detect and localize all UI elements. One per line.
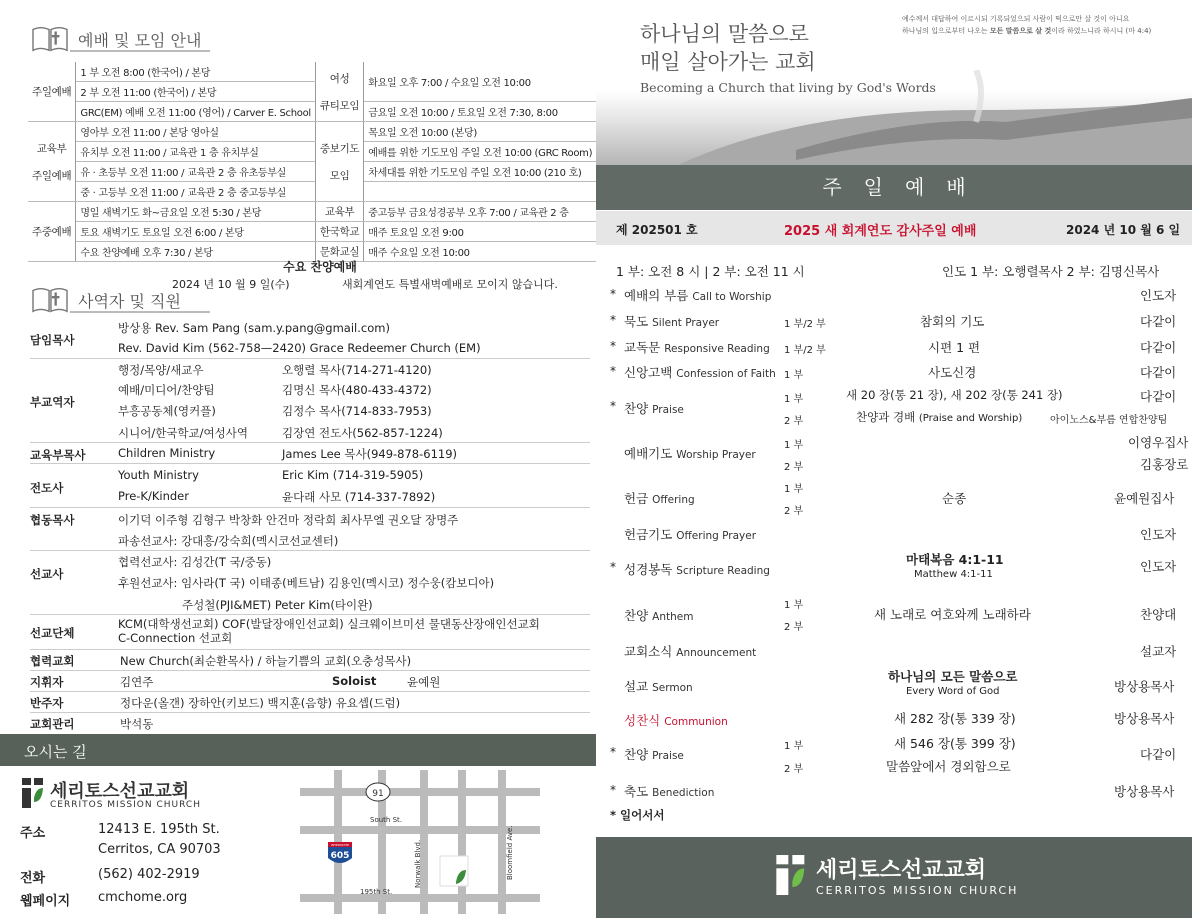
order-part: 2 부 [784,506,804,517]
staff-text: 김명신 목사(480-433-4372) [282,383,432,397]
order-item: 헌금 Offering [624,491,695,506]
order-item: 축도 Benediction [624,784,715,799]
addr-line: 12413 E. 195th St. [98,822,220,837]
standing-star: * [610,313,616,327]
order-who: 다같이 [1140,389,1177,404]
worship-banner [596,165,1192,210]
hero-verse-2: 하나님의 입으로부터 나오는 모든 말씀으로 살 것이라 하였느니라 하시니 (마 4:4) [902,27,1152,35]
order-mid: 하나님의 모든 말씀으로 [888,669,1018,684]
staff-text: 주성철(PJI&MET) Peter Kim(타이완) [182,598,373,612]
church-logo [22,778,44,812]
senior-label: 담임목사 [30,333,75,347]
service-leaders: 인도 1 부: 오행렬목사 2 부: 김명신목사 [942,264,1160,279]
order-who: 방상용목사 [1114,784,1175,799]
korschool-label: 한국학교 [315,222,363,242]
bloomfield-label: Bloomfield Ave. [506,825,514,880]
schedule-item: 중 · 고등부 오전 11:00 / 교육관 2 층 중고등부실 [76,182,316,202]
footer [596,837,1192,918]
order-part: 2 부 [784,462,804,473]
schedule-item: 영아부 오전 11:00 / 본당 영아실 [76,122,316,142]
interstate-label: INTERSTATE [331,843,349,847]
order-who: 다같이 [1140,340,1177,355]
service-times: 1 부: 오전 8 시 | 2 부: 오전 11 시 [616,264,805,279]
order-who: 인도자 [1140,559,1177,574]
order-mid: 새 20 장(통 21 장), 새 202 장(통 241 장) [846,388,1063,402]
divider [30,550,590,551]
order-part: 2 부 [784,622,804,633]
standing-star: * [610,287,616,301]
directions-title: 오시는 길 [24,743,87,761]
order-who: 아이노스&부름 연합찬양팀 [1050,415,1168,426]
order-part: 1 부 [784,484,804,495]
right-page [596,0,1192,918]
order-who: 인도자 [1140,527,1177,542]
coop-label: 협동목사 [30,513,75,527]
hero-title-1: 하나님의 말씀으로 [640,22,809,46]
staff-text: 윤다래 사모 (714-337-7892) [282,490,436,504]
order-item: 찬양 Praise [624,747,684,762]
standing-star: * [610,364,616,378]
assoc-label: 부교역자 [30,395,75,409]
phone: (562) 402-2919 [98,867,200,882]
south-st-label: South St. [370,816,402,824]
schedule-item: 수요 찬양예배 오후 7:30 / 본당 [76,242,316,262]
order-part: 1 부 [784,394,804,405]
sunday-label: 주일예배 [28,62,76,122]
order-mid: 마태복음 4:1-11 [906,552,1004,567]
schedule-item: 중고등부 금요성경공부 오후 7:00 / 교육관 2 층 [364,202,596,222]
staff-text: 이기덕 이주형 김형구 박창화 안건마 정락희 최사무엘 권오달 장명주 [118,513,459,527]
divider [30,507,590,508]
staff-text: 행정/목양/새교우 [118,363,204,377]
soloist-label: Soloist [332,674,377,688]
hero-title-2: 매일 살아가는 교회 [640,50,816,74]
staff-text: KCM(대학생선교회) COF(발달장애인선교회) 실크웨이브미션 물댄동산장애인선교회 [118,617,540,631]
order-mid: 새 546 장(통 399 장) [894,736,1016,751]
evangelist-label: 전도사 [30,481,64,495]
order-item: 예배기도 Worship Prayer [624,446,756,461]
divider [30,712,590,713]
schedule-item: 명일 새벽기도 화~금요일 오전 5:30 / 본당 [76,202,316,222]
schedule-item: 금요일 오전 10:00 / 토요일 오전 7:30, 8:00 [364,102,596,122]
order-item: 찬양 Praise [624,401,684,416]
staff-text: 김연주 [120,675,154,689]
service-date: 2024 년 10 월 6 일 [1066,223,1181,237]
order-part: 1 부 [784,370,804,381]
banner-title: 주일예배 [822,175,988,199]
service-title: 2025 새 회계연도 감사주일 예배 [784,224,977,239]
staff-text: 부흥공동체(영커플) [118,404,216,418]
church-name-kr: 세리토스선교교회 [50,781,190,802]
standing-star: * [610,745,616,759]
bible-icon [30,283,70,317]
prayer-label: 중보기도 모임 [315,122,363,202]
order-item: 교회소식 Announcement [624,644,757,659]
order-who: 윤예원집사 [1114,491,1175,506]
church-name-en: CERRITOS MISSION CHURCH [50,800,201,810]
staff-text: 예배/미디어/찬양팀 [118,383,215,397]
order-item: 교독문 Responsive Reading [624,340,770,355]
weekday-label: 주중예배 [28,202,76,262]
order-item: 설교 Sermon [624,679,693,694]
standing-star: * [610,399,616,413]
order-who: 이영우집사 [1128,435,1189,450]
footer-name-kr: 세리토스선교교회 [816,858,987,883]
schedule-item: 유치부 오전 11:00 / 교육관 1 층 유치부실 [76,142,316,162]
staff-text: Rev. David Kim (562-758—2420) Grace Redeemer Church (EM) [118,341,481,355]
divider [70,311,210,313]
directions-bar [0,734,596,766]
admin-label: 교회관리 [30,717,75,731]
divider [30,442,590,443]
worship-schedule-table [28,62,596,262]
cross-logo-icon [776,855,806,895]
staff-text: 오행렬 목사(714-271-4120) [282,363,432,377]
divider [30,691,590,692]
order-who: 설교자 [1140,644,1177,659]
order-part: 1 부 [784,741,804,752]
staff-text: C-Connection 선교회 [118,631,233,645]
staff-text: 정다운(올갠) 장하안(키보드) 백지훈(음향) 유요셉(드럼) [120,696,401,710]
partner-label: 협력교회 [30,654,75,668]
staff-text: Pre-K/Kinder [118,489,189,503]
staff-text: 윤예원 [407,675,441,689]
order-who: 다같이 [1140,314,1177,329]
worship-section-title: 예배 및 모임 안내 [78,30,202,50]
order-part: 1 부/2 부 [784,345,826,356]
staff-text: 후원선교사: 임사라(T 국) 이태종(베트남) 김용인(멕시코) 정수웅(캄보디아) [118,576,495,590]
order-who: 찬양대 [1140,607,1177,622]
hero [596,0,1192,165]
order-item: 묵도 Silent Prayer [624,314,720,329]
norwalk-label: Norwalk Blvd. [414,839,422,888]
staff-text: 시니어/한국학교/여성사역 [118,426,248,440]
order-part: 2 부 [784,764,804,775]
schedule-empty [364,182,596,202]
order-who: 방상용목사 [1114,679,1175,694]
bible-icon [30,22,70,56]
divider [30,670,590,671]
edu-pastor-label: 교육부목사 [30,448,86,462]
order-part: 2 부 [784,416,804,427]
order-part: 1 부 [784,440,804,451]
conductor-label: 지휘자 [30,675,64,689]
order-who: 다같이 [1140,747,1177,762]
divider [30,358,590,359]
order-mid: 순종 [942,491,967,506]
hero-verse-1: 예수께서 대답하여 이르시되 기록되었으되 사람이 떡으로만 살 것이 아니요 [902,15,1130,23]
order-part: 1 부/2 부 [784,319,826,330]
divider [30,614,590,615]
schedule-item: 화요일 오후 7:00 / 수요일 오전 10:00 [364,62,596,102]
order-item: 예배의 부름 Call to Worship [624,288,772,303]
staff-text: Youth Ministry [118,468,199,482]
order-item: 헌금기도 Offering Prayer [624,527,757,542]
order-mid-en: Matthew 4:1-11 [914,569,993,580]
staff-text: 방상용 Rev. Sam Pang (sam.y.pang@gmail.com) [118,321,390,335]
schedule-item: 매주 수요일 오전 10:00 [364,242,596,262]
order-mid-en: Every Word of God [906,686,1000,697]
order-item: 성경봉독 Scripture Reading [624,562,770,577]
schedule-item: GRC(EM) 예배 오전 11:00 (영어) / Carver E. School [76,102,316,122]
edu2-label: 교육부 [315,202,363,222]
order-who: 다같이 [1140,365,1177,380]
divider [70,50,210,52]
staff-text: 김정수 목사(714-833-7953) [282,404,432,418]
staff-text: 김장연 전도사(562-857-1224) [282,426,443,440]
st195-label: 195th St. [360,888,393,896]
wednesday-title: 수요 찬양예배 [283,260,357,274]
org-label: 선교단체 [30,626,75,640]
addr-label: 주소 [20,826,46,841]
staff-text: 박석동 [120,717,154,731]
order-mid: 새 282 장(통 339 장) [894,711,1016,726]
location-map [300,770,540,914]
missionary-label: 선교사 [30,567,64,581]
schedule-item: 목요일 오전 10:00 (본당) [364,122,596,142]
order-mid: 새 노래로 여호와께 노래하라 [874,607,1031,622]
standing-note: * 일어서서 [610,808,665,822]
order-mid: 사도신경 [928,365,977,380]
schedule-item: 차세대를 위한 기도모임 주일 오전 10:00 (210 호) [364,162,596,182]
order-mid: 시편 1 편 [928,340,981,355]
wednesday-note: 새회계연도 특별새벽예배로 모이지 않습니다. [342,278,558,291]
web-link[interactable]: cmchome.org [98,890,188,905]
schedule-item: 토요 새벽기도 토요일 오전 6:00 / 본당 [76,222,316,242]
staff-text: New Church(최순환목사) / 하늘기쁨의 교회(오충성목사) [120,654,412,668]
schedule-item: 예배를 위한 기도모임 주일 오전 10:00 (GRC Room) [364,142,596,162]
standing-star: * [610,339,616,353]
order-who: 인도자 [1140,288,1177,303]
culture-label: 문화교실 [315,242,363,262]
staff-text: Children Ministry [118,446,216,460]
schedule-item: 2 부 오전 11:00 (한국어) / 본당 [76,82,316,102]
order-mid: 말씀앞에서 경외함으로 [886,759,1011,774]
staff-text: James Lee 목사(949-878-6119) [282,447,458,461]
order-who: 김홍장로 [1140,457,1189,472]
addr-line: Cerritos, CA 90703 [98,842,221,857]
staff-list [30,318,590,738]
divider [30,463,590,464]
wednesday-date: 2024 년 10 월 9 일(수) [172,278,290,291]
schedule-item: 1 부 오전 8:00 (한국어) / 본당 [76,62,316,82]
standing-star: * [610,783,616,797]
edu-label: 교육부 주일예배 [28,122,76,202]
cross-logo-icon [22,778,44,808]
divider [30,649,590,650]
phone-label: 전화 [20,871,46,886]
order-item: 성찬식 Communion [624,713,728,728]
order-mid: 참회의 기도 [920,314,985,329]
staff-text: 파송선교사: 강대흥/강숙희(멕시코선교센터) [118,534,339,548]
order-part: 1 부 [784,600,804,611]
order-item: 찬양 Anthem [624,608,694,623]
women-label: 여성 큐티모임 [315,62,363,122]
order-who: 방상용목사 [1114,711,1175,726]
schedule-item: 매주 토요일 오전 9:00 [364,222,596,242]
footer-name-en: CERRITOS MISSION CHURCH [816,884,1019,897]
hwy91-label: 91 [372,789,384,799]
hwy605-label: 605 [330,851,350,861]
hero-subtitle: Becoming a Church that living by God's Words [640,80,936,95]
issue-number: 제 202501 호 [616,223,698,237]
standing-star: * [610,560,616,574]
staff-text: 협력선교사: 김성간(T 국/중동) [118,555,272,569]
order-item: 신앙고백 Confession of Faith [624,365,776,380]
accomp-label: 반주자 [30,696,64,710]
staff-text: Eric Kim (714-319-5905) [282,468,424,482]
web-label: 웹페이지 [20,894,71,909]
order-mid: 찬양과 경배 (Praise and Worship) [856,410,1023,424]
info-bar [596,211,1192,245]
staff-section-title: 사역자 및 직원 [78,291,181,311]
schedule-item: 유 · 초등부 오전 11:00 / 교육관 2 층 유초등부실 [76,162,316,182]
